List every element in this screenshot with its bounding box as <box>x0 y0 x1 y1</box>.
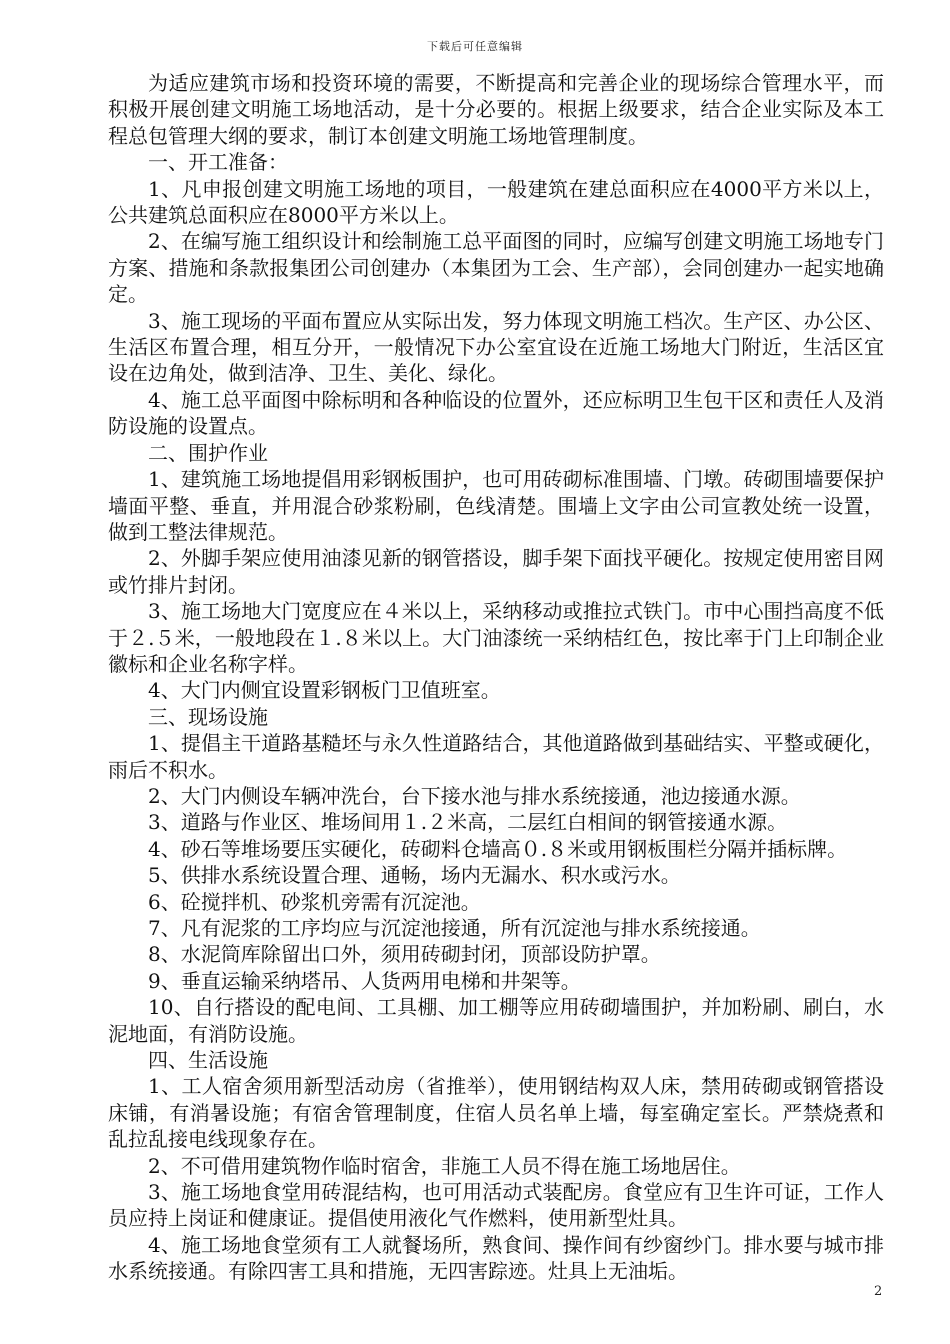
body-paragraph: 9、垂直运输采纳塔吊、人货两用电梯和井架等。 <box>148 968 581 993</box>
body-paragraph: 1、提倡主干道路基糙坯与永久性道路结合，其他道路做到基础结实、平整或硬化，雨后不积水。 <box>108 731 884 782</box>
body-paragraph: 4、砂石等堆场要压实硬化，砖砌料仓墙高０.８米或用钢板围栏分隔并插标牌。 <box>148 836 848 861</box>
section-heading-enclosure: 二、围护作业 <box>148 440 268 465</box>
section-heading-start-preparation: 一、开工准备： <box>148 150 288 175</box>
body-paragraph: 2、外脚手架应使用油漆见新的钢管搭设，脚手架下面找平硬化。按规定使用密目网或竹排片封闭。 <box>108 546 884 597</box>
body-paragraph: 3、施工场地大门宽度应在４米以上，采纳移动或推拉式铁门。市中心围挡高度不低于２.５米，一般地段在１.８米以上。大门油漆统一采纳桔红色，按比率于门上印制企业徽标和企业名称字样。 <box>108 599 884 676</box>
body-paragraph: 8、水泥筒库除留出口外，须用砖砌封闭，顶部设防护罩。 <box>148 942 661 967</box>
body-paragraph: 3、施工现场的平面布置应从实际出发，努力体现文明施工档次。生产区、办公区、生活区布置合理，相互分开，一般情况下办公室宜设在近施工场地大门附近，生活区宜设在边角处，做到洁净、卫生、美化、绿化。 <box>108 308 884 386</box>
body-paragraph: 4、施工总平面图中除标明和各种临设的位置外，还应标明卫生包干区和责任人及消防设施的设置点。 <box>108 387 884 439</box>
body-paragraph: 4、大门内侧宜设置彩钢板门卫值班室。 <box>148 678 501 703</box>
body-paragraph: 1、凡申报创建文明施工场地的项目，一般建筑在建总面积应在4000平方米以上，公共建筑总面积应在8000平方米以上。 <box>108 176 884 228</box>
body-paragraph: 3、施工场地食堂用砖混结构，也可用活动式装配房。食堂应有卫生许可证，工作人员应持上岗证和健康证。提倡使用液化气作燃料，使用新型灶具。 <box>108 1180 884 1231</box>
page-number: 2 <box>874 1284 883 1299</box>
section-heading-site-facilities: 三、现场设施 <box>148 704 268 729</box>
body-paragraph: 4、施工场地食堂须有工人就餐场所，熟食间、操作间有纱窗纱门。排水要与城市排水系统接通。有除四害工具和措施，无四害踪迹。灶具上无油垢。 <box>108 1232 884 1284</box>
body-paragraph: 6、砼搅拌机、砂浆机旁需有沉淀池。 <box>148 889 481 914</box>
section-heading-living-facilities: 四、生活设施 <box>148 1048 268 1073</box>
body-paragraph: 1、工人宿舍须用新型活动房（省推举），使用钢结构双人床，禁用砖砌或钢管搭设床铺，有消暑设施；有宿舍管理制度，住宿人员名单上墙，每室确定室长。严禁烧煮和乱拉乱接电线现象存在。 <box>108 1074 884 1152</box>
page-header: 下载后可任意编辑 <box>427 40 523 53</box>
body-paragraph: 1、建筑施工场地提倡用彩钢板围护，也可用砖砌标准围墙、门墩。砖砌围墙要保护墙面平整、垂直，并用混合砂浆粉刷，色线清楚。围墙上文字由公司宣教处统一设置，做到工整法律规范。 <box>108 467 884 544</box>
body-paragraph: 2、在编写施工组织设计和绘制施工总平面图的同时，应编写创建文明施工场地专门方案、措施和条款报集团公司创建办（本集团为工会、生产部），会同创建办一起实地确定。 <box>108 229 884 307</box>
body-paragraph: 10、自行搭设的配电间、工具棚、加工棚等应用砖砌墙围护，并加粉刷、刷白，水泥地面，有消防设施。 <box>108 995 884 1046</box>
intro-paragraph: 为适应建筑市场和投资环境的需要，不断提高和完善企业的现场综合管理水平，而积极开展创建文明施工场地活动，是十分必要的。根据上级要求，结合企业实际及本工程总包管理大纲的要求，制订本创建文明施工场地管理制度。 <box>108 71 884 148</box>
body-paragraph: 2、大门内侧设车辆冲洗台，台下接水池与排水系统接通，池边接通水源。 <box>148 783 801 808</box>
body-paragraph: 5、供排水系统设置合理、通畅，场内无漏水、积水或污水。 <box>148 863 681 888</box>
body-paragraph: 2、不可借用建筑物作临时宿舍，非施工人员不得在施工场地居住。 <box>148 1153 741 1178</box>
body-paragraph: 3、道路与作业区、堆场间用１.２米高，二层红白相间的钢管接通水源。 <box>148 810 788 835</box>
document-body <box>108 70 884 1285</box>
body-paragraph: 7、凡有泥浆的工序均应与沉淀池接通，所有沉淀池与排水系统接通。 <box>148 916 761 940</box>
